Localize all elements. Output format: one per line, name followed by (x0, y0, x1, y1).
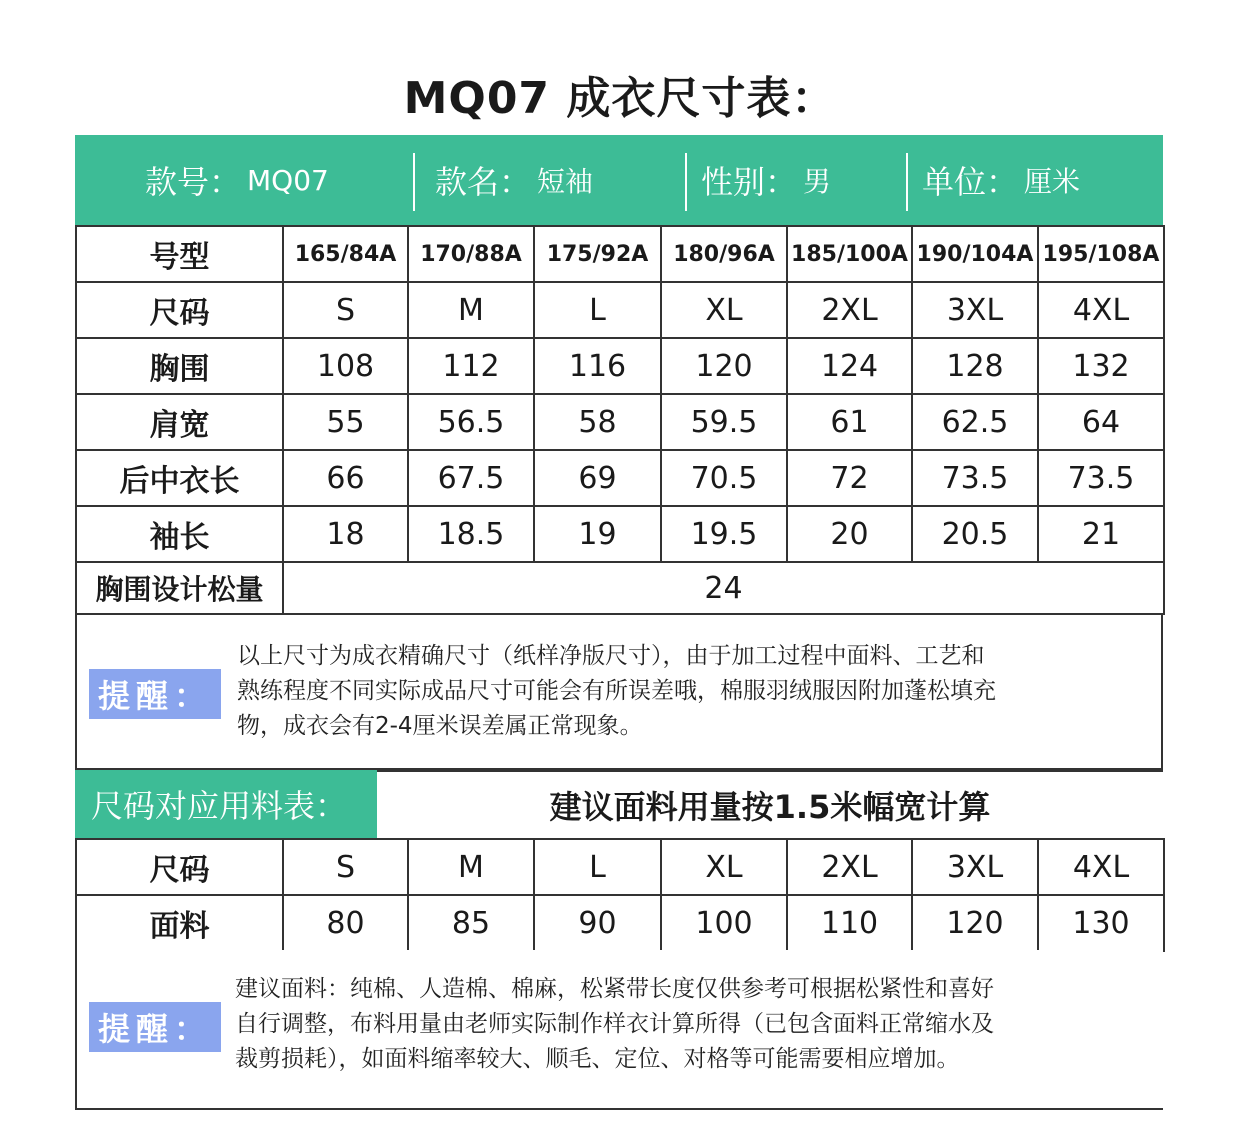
gender-value: 男 (803, 165, 832, 198)
table-cell: 108 (283, 338, 408, 394)
unit-cell (908, 135, 1163, 225)
style-info-bar (75, 135, 1163, 225)
table-row (76, 895, 1164, 951)
table-cell: 18.5 (408, 506, 534, 562)
remind-line: 自行调整，布料用量由老师实际制作样衣计算所得（已包含面料正常缩水及 (235, 1011, 994, 1037)
remind-box-2 (75, 950, 1163, 1110)
table-cell: 175/92A (534, 226, 661, 282)
table-cell: 61 (787, 394, 912, 450)
table-row (76, 282, 1164, 338)
remind-tag: 提醒： (89, 669, 221, 719)
fabric-header-label: 尺码对应用料表： (75, 770, 377, 838)
table-cell: 130 (1038, 895, 1164, 951)
table-cell: 195/108A (1038, 226, 1164, 282)
table-cell: 62.5 (912, 394, 1038, 450)
table-cell: 190/104A (912, 226, 1038, 282)
remind-text (235, 972, 994, 1077)
table-row (76, 394, 1164, 450)
table-cell: 120 (661, 338, 787, 394)
remind-text (237, 639, 996, 744)
table-cell: 19.5 (661, 506, 787, 562)
table-row (76, 450, 1164, 506)
table-cell: 73.5 (1038, 450, 1164, 506)
fabric-header-note: 建议面料用量按1.5米幅宽计算 (377, 770, 1163, 838)
table-row (76, 506, 1164, 562)
table-cell: 72 (787, 450, 912, 506)
row-label: 尺码 (76, 839, 283, 895)
table-cell: 4XL (1038, 282, 1164, 338)
table-cell: 20.5 (912, 506, 1038, 562)
table-cell: 100 (661, 895, 787, 951)
remind-line: 裁剪损耗），如面料缩率较大、顺毛、定位、对格等可能需要相应增加。 (235, 1046, 960, 1072)
table-cell: XL (661, 839, 787, 895)
table-cell: 73.5 (912, 450, 1038, 506)
table-cell: 3XL (912, 839, 1038, 895)
table-cell: 21 (1038, 506, 1164, 562)
ease-label: 胸围设计松量 (76, 562, 283, 614)
table-cell: 3XL (912, 282, 1038, 338)
table-cell: S (283, 282, 408, 338)
remind-line: 建议面料：纯棉、人造棉、棉麻，松紧带长度仅供参考可根据松紧性和喜好 (235, 976, 994, 1002)
table-cell: 56.5 (408, 394, 534, 450)
table-cell: 80 (283, 895, 408, 951)
table-cell: 58 (534, 394, 661, 450)
table-cell: 180/96A (661, 226, 787, 282)
row-label: 后中衣长 (76, 450, 283, 506)
table-cell: 55 (283, 394, 408, 450)
remind-box-1 (75, 615, 1163, 770)
unit-value: 厘米 (1024, 165, 1081, 198)
table-cell: 120 (912, 895, 1038, 951)
table-cell: 170/88A (408, 226, 534, 282)
table-cell: M (408, 839, 534, 895)
table-cell: XL (661, 282, 787, 338)
row-label: 尺码 (76, 282, 283, 338)
style-name-value: 短袖 (537, 165, 594, 198)
row-label: 胸围 (76, 338, 283, 394)
table-row (76, 562, 1164, 614)
table-cell: 2XL (787, 839, 912, 895)
table-row (76, 839, 1164, 895)
table-cell: L (534, 282, 661, 338)
table-cell: 64 (1038, 394, 1164, 450)
gender-label: 性别： (701, 163, 798, 201)
style-no-value: MQ07 (247, 163, 329, 197)
table-cell: 70.5 (661, 450, 787, 506)
size-table (75, 225, 1165, 615)
table-cell: 85 (408, 895, 534, 951)
table-cell: 128 (912, 338, 1038, 394)
row-label: 袖长 (76, 506, 283, 562)
table-cell: 90 (534, 895, 661, 951)
style-name-cell (415, 135, 687, 225)
table-cell: 132 (1038, 338, 1164, 394)
table-cell: M (408, 282, 534, 338)
table-cell: 19 (534, 506, 661, 562)
gender-cell (687, 135, 908, 225)
table-cell: 185/100A (787, 226, 912, 282)
style-name-label: 款名： (435, 163, 532, 201)
remind-line: 物，成衣会有2-4厘米误差属正常现象。 (237, 713, 643, 739)
table-row (76, 338, 1164, 394)
table-cell: 112 (408, 338, 534, 394)
table-cell: 67.5 (408, 450, 534, 506)
unit-label: 单位： (922, 163, 1019, 201)
table-cell: 18 (283, 506, 408, 562)
table-row (76, 226, 1164, 282)
fabric-table (75, 838, 1165, 952)
remind-line: 以上尺寸为成衣精确尺寸（纸样净版尺寸），由于加工过程中面料、工艺和 (237, 643, 985, 669)
table-cell: 2XL (787, 282, 912, 338)
style-no-cell (75, 135, 415, 225)
row-label: 面料 (76, 895, 283, 951)
ease-value: 24 (283, 562, 1164, 614)
table-cell: 165/84A (283, 226, 408, 282)
style-no-label: 款号： (145, 163, 242, 201)
table-cell: L (534, 839, 661, 895)
row-label: 肩宽 (76, 394, 283, 450)
table-cell: 4XL (1038, 839, 1164, 895)
table-cell: 59.5 (661, 394, 787, 450)
remind-line: 熟练程度不同实际成品尺寸可能会有所误差哦，棉服羽绒服因附加蓬松填充 (237, 678, 996, 704)
row-label: 号型 (76, 226, 283, 282)
table-cell: 124 (787, 338, 912, 394)
table-cell: 66 (283, 450, 408, 506)
remind-tag: 提醒： (89, 1002, 221, 1052)
size-chart (75, 135, 1163, 1110)
page-title: MQ07 成衣尺寸表： (403, 73, 837, 124)
table-cell: 69 (534, 450, 661, 506)
table-cell: 110 (787, 895, 912, 951)
table-cell: 20 (787, 506, 912, 562)
table-cell: 116 (534, 338, 661, 394)
table-cell: S (283, 839, 408, 895)
fabric-header (75, 770, 1163, 840)
